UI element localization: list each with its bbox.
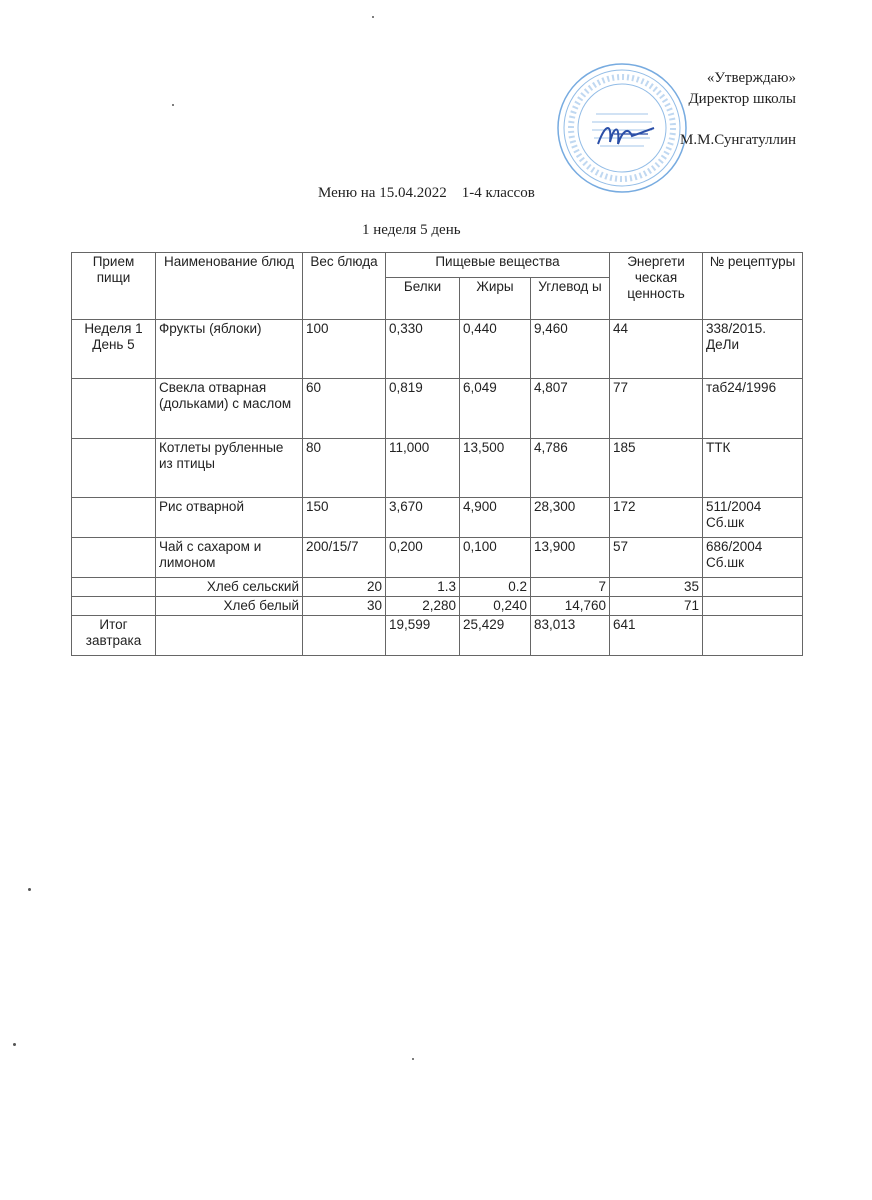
row-recipe [703, 578, 803, 597]
row-recipe: 338/2015. ДеЛи [703, 320, 803, 379]
row-protein: 2,280 [386, 597, 460, 616]
header-energy: Энергети ческая ценность [610, 253, 703, 320]
row-carbs: 7 [531, 578, 610, 597]
total-energy: 641 [610, 616, 703, 656]
row-protein: 0,200 [386, 538, 460, 578]
table-row [72, 320, 803, 379]
row-recipe: таб24/1996 [703, 379, 803, 439]
total-weight [303, 616, 386, 656]
header-meal: Прием пищи [72, 253, 156, 320]
row-meal [72, 379, 156, 439]
scan-speck [13, 1043, 16, 1046]
row-protein: 1.3 [386, 578, 460, 597]
row-carbs: 4,807 [531, 379, 610, 439]
table-row [72, 439, 803, 498]
total-row [72, 616, 803, 656]
row-dish: Хлеб сельский [156, 578, 303, 597]
row-carbs: 28,300 [531, 498, 610, 538]
table-row [72, 498, 803, 538]
total-carbs: 83,013 [531, 616, 610, 656]
row-weight: 100 [303, 320, 386, 379]
table-row [72, 578, 803, 597]
row-weight: 60 [303, 379, 386, 439]
row-recipe: ТТК [703, 439, 803, 498]
row-dish: Фрукты (яблоки) [156, 320, 303, 379]
total-recipe [703, 616, 803, 656]
row-carbs: 14,760 [531, 597, 610, 616]
header-recipe: № рецептуры [703, 253, 803, 320]
table-row [72, 379, 803, 439]
row-recipe: 686/2004 Сб.шк [703, 538, 803, 578]
row-protein: 3,670 [386, 498, 460, 538]
header-carbs: Углевод ы [531, 278, 610, 320]
row-protein: 0,819 [386, 379, 460, 439]
row-fat: 4,900 [460, 498, 531, 538]
row-energy: 185 [610, 439, 703, 498]
row-meal [72, 498, 156, 538]
row-meal [72, 597, 156, 616]
menu-subtitle: 1 неделя 5 день [362, 222, 461, 238]
row-dish: Рис отварной [156, 498, 303, 538]
menu-title: Меню на 15.04.2022 1-4 классов [318, 185, 535, 201]
total-dish [156, 616, 303, 656]
row-meal: Неделя 1 День 5 [72, 320, 156, 379]
row-recipe [703, 597, 803, 616]
row-fat: 6,049 [460, 379, 531, 439]
header-fat: Жиры [460, 278, 531, 320]
approval-line-name: М.М.Сунгатуллин [680, 132, 796, 148]
row-weight: 80 [303, 439, 386, 498]
row-recipe: 511/2004 Сб.шк [703, 498, 803, 538]
row-dish: Чай с сахаром и лимоном [156, 538, 303, 578]
row-fat: 0,440 [460, 320, 531, 379]
header-nutrients: Пищевые вещества [386, 253, 610, 278]
row-weight: 200/15/7 [303, 538, 386, 578]
approval-line-approve: «Утверждаю» [706, 70, 796, 86]
row-meal [72, 578, 156, 597]
row-energy: 44 [610, 320, 703, 379]
scan-speck [372, 16, 374, 18]
school-stamp [556, 62, 688, 194]
row-energy: 35 [610, 578, 703, 597]
scan-speck [172, 104, 174, 106]
row-carbs: 9,460 [531, 320, 610, 379]
row-energy: 77 [610, 379, 703, 439]
menu-table [71, 252, 803, 656]
row-fat: 13,500 [460, 439, 531, 498]
row-dish: Свекла отварная (дольками) с маслом [156, 379, 303, 439]
row-weight: 20 [303, 578, 386, 597]
scan-speck [412, 1058, 414, 1060]
row-energy: 172 [610, 498, 703, 538]
scan-speck [28, 888, 31, 891]
total-fat: 25,429 [460, 616, 531, 656]
row-fat: 0,100 [460, 538, 531, 578]
row-protein: 0,330 [386, 320, 460, 379]
total-protein: 19,599 [386, 616, 460, 656]
header-weight: Вес блюда [303, 253, 386, 320]
row-weight: 30 [303, 597, 386, 616]
table-row [72, 538, 803, 578]
approval-line-position: Директор школы [688, 91, 796, 107]
total-label: Итог завтрака [72, 616, 156, 656]
row-fat: 0.2 [460, 578, 531, 597]
row-fat: 0,240 [460, 597, 531, 616]
row-meal [72, 538, 156, 578]
row-protein: 11,000 [386, 439, 460, 498]
row-weight: 150 [303, 498, 386, 538]
row-carbs: 4,786 [531, 439, 610, 498]
table-row [72, 597, 803, 616]
header-protein: Белки [386, 278, 460, 320]
approval-block [680, 68, 796, 151]
row-dish: Котлеты рубленные из птицы [156, 439, 303, 498]
header-dish: Наименование блюд [156, 253, 303, 320]
row-energy: 57 [610, 538, 703, 578]
row-dish: Хлеб белый [156, 597, 303, 616]
row-energy: 71 [610, 597, 703, 616]
row-meal [72, 439, 156, 498]
row-carbs: 13,900 [531, 538, 610, 578]
